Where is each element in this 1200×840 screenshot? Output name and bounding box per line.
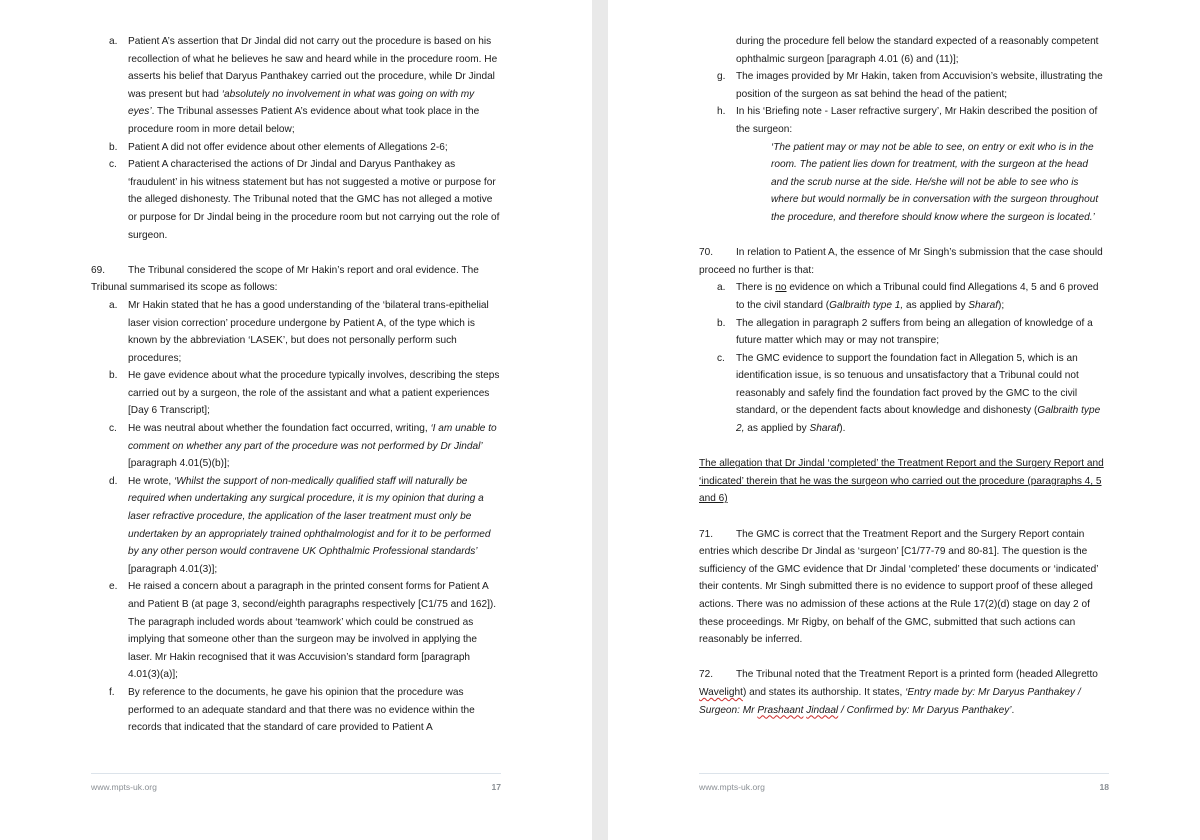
item-text: as applied by: [903, 299, 969, 311]
list-item-h: [699, 103, 1109, 138]
list-marker: e.: [109, 581, 118, 593]
footer-url: www.mpts-uk.org: [699, 782, 765, 792]
paragraph-text: .: [1011, 704, 1015, 716]
case-citation: Sharaf: [809, 423, 840, 435]
paragraph-text: ) and states its authorship. It states,: [742, 686, 906, 698]
item-text: He wrote,: [128, 475, 174, 487]
paragraph-text: The Tribunal considered the scope of Mr Hakin’s report and oral evidence. The Tribunal summarised its scope as follows:: [91, 264, 479, 294]
document-page-18: [608, 0, 1200, 840]
list-item-c: [91, 156, 501, 244]
list-item-g: [699, 68, 1109, 103]
list-item-f: [91, 684, 501, 737]
item-text: Patient A did not offer evidence about other elements of Allegations 2-6;: [128, 141, 448, 153]
list-marker: c.: [109, 423, 117, 435]
list-marker: f.: [109, 686, 115, 698]
item-text: Patient A characterised the actions of Dr Jindal and Daryus Panthakey as ‘fraudulent’ in his witness statement but has not suggested a motive or purpose for the alleged dishonesty. The Tribunal noted that the GMC has not alleged a motive or purpose for Dr Jindal being in the procedure room but not carrying out the role of surgeon.: [128, 159, 500, 241]
item-text: );: [998, 299, 1005, 311]
paragraph-71: [699, 526, 1109, 649]
item-text: Patient A’s assertion that Dr Jindal did not carry out the procedure is based on his recollection of what he believes he saw and heard while in the procedure room. He asserts his belief that Daryus Panthakey carried out the procedure, while Dr Jindal was present but had: [128, 36, 498, 100]
list-marker: c.: [109, 159, 117, 171]
case-citation: Galbraith type 2,: [736, 405, 1101, 435]
document-page-17: [0, 0, 592, 840]
item-text: He raised a concern about a paragraph in the printed consent forms for Patient A and Patient B (at page 3, second/eighth paragraphs respectively [C1/75 and 162]). The paragraph included words about ‘teamwork’ which could be construed as implying that someone other than the surgeon may be involved in applying the laser. Mr Hakin recognised that it was Accuvision’s standard form [paragraph 4.01(3)(a)];: [128, 581, 497, 681]
item-text: [paragraph 4.01(3)];: [128, 563, 218, 575]
list-item-a: [699, 279, 1109, 314]
list-marker: a.: [717, 282, 726, 294]
list-item-continuation: [699, 33, 1109, 68]
list-item-a: [91, 33, 501, 139]
item-text: The images provided by Mr Hakin, taken from Accuvision’s website, illustrating the position of the surgeon as sat behind the head of the patient;: [736, 71, 1103, 100]
spellcheck-word: Wavelight: [699, 686, 743, 698]
list-marker: b.: [109, 141, 118, 153]
page-footer: [91, 773, 501, 794]
item-text: He gave evidence about what the procedure typically involves, describing the steps carried out by a surgeon, the role of the assistant and what a patient experiences [Day 6 Transcript];: [128, 370, 500, 417]
list-marker: c.: [717, 352, 725, 364]
item-text: as applied by: [744, 423, 810, 435]
paragraph-text: The Tribunal noted that the Treatment Report is a printed form (headed Allegretto: [736, 669, 1098, 681]
list-marker: h.: [717, 106, 726, 118]
item-text: The GMC evidence to support the foundation fact in Allegation 5, which is an identification issue, is so tenuous and unsatisfactory that a Tribunal could not reasonably and safely find the foundation fact proved by the GMC to the civil standard, or the dependent facts about knowledge and dishonesty (: [736, 352, 1079, 417]
item-text: In his ‘Briefing note - Laser refractive surgery’, Mr Hakin described the position of the surgeon:: [736, 106, 1098, 135]
item-text: There is: [736, 282, 776, 294]
quoted-entry: / Confirmed by: Mr Daryus Panthakey’: [838, 704, 1012, 716]
paragraph-text: In relation to Patient A, the essence of Mr Singh’s submission that the case should proceed no further is that:: [699, 247, 1103, 276]
paragraph-number: 72.: [699, 669, 714, 681]
page-footer: [699, 773, 1109, 794]
quoted-entry: ‘Entry made by: Mr Daryus Panthakey / Surgeon: Mr: [699, 686, 1081, 716]
page-number: 17: [491, 782, 501, 792]
list-item-c: [699, 350, 1109, 438]
item-text: He was neutral about whether the foundation fact occurred, writing,: [128, 423, 431, 435]
list-item-b: [699, 315, 1109, 350]
item-text: during the procedure fell below the standard expected of a reasonably competent ophthalmic surgeon [paragraph 4.01 (6) and (11)];: [736, 36, 1099, 65]
item-text: By reference to the documents, he gave his opinion that the procedure was performed to an adequate standard and that there was no evidence within the records that indicated that the standard of care provided to Patient A: [128, 686, 475, 734]
item-quote: ‘I am unable to comment on whether any part of the procedure was not performed by Dr Jindal’: [128, 423, 497, 452]
item-text: Mr Hakin stated that he has a good understanding of the ‘bilateral trans-epithelial laser vision correction’ procedure undergone by Patient A, of the type which is known by the abbreviation ‘LASEK’, but does not personally perform such procedures;: [128, 299, 489, 364]
underlined-word: no: [775, 282, 787, 294]
paragraph-number: 70.: [699, 247, 714, 259]
footer-url: www.mpts-uk.org: [91, 782, 157, 792]
paragraph-70: [699, 244, 1109, 279]
list-marker: a.: [109, 299, 118, 311]
list-marker: d.: [109, 475, 118, 487]
page-17-body: [91, 33, 501, 737]
paragraph-72: [699, 666, 1109, 719]
list-item-e: [91, 578, 501, 684]
page-number: 18: [1099, 782, 1109, 792]
case-citation: Galbraith type 1,: [829, 299, 904, 311]
list-item-d: [91, 473, 501, 579]
paragraph-69: [91, 262, 501, 297]
list-item-c: [91, 420, 501, 473]
list-marker: b.: [717, 317, 726, 329]
item-text: [paragraph 4.01(5)(b)];: [128, 458, 230, 470]
list-marker: a.: [109, 36, 118, 47]
spellcheck-word: Prashaant: [757, 704, 804, 716]
item-text: The allegation in paragraph 2 suffers from being an allegation of knowledge of a future matter which may or may not transpire;: [736, 317, 1093, 347]
item-text: . The Tribunal assesses Patient A’s evidence about what took place in the procedure room in more detail below;: [128, 106, 480, 135]
case-citation: Sharaf: [968, 299, 999, 311]
item-text: evidence on which a Tribunal could find Allegations 4, 5 and 6 proved to the civil standard (: [736, 282, 1099, 311]
item-text: ).: [839, 423, 846, 435]
list-item-b: [91, 367, 501, 420]
block-quote: ‘The patient may or may not be able to see, on entry or exit who is in the room. The patient lies down for treatment, with the surgeon at the head and the scrub nurse at the side. He/she will not be able to see who is where but would normally be in conversation with the surgeon throughout the procedure, and therefore should know where the surgeon is located.’: [771, 141, 1099, 223]
paragraph-number: 71.: [699, 528, 714, 540]
list-item-a: [91, 297, 501, 367]
spellcheck-word: Jindaal: [806, 704, 839, 716]
item-quote: ‘absolutely no involvement in what was going on with my eyes’: [128, 88, 475, 118]
list-marker: g.: [717, 71, 726, 83]
paragraph-number: 69.: [91, 264, 106, 276]
page-18-body: [699, 33, 1109, 719]
list-marker: b.: [109, 370, 118, 382]
item-quote: ‘Whilst the support of non-medically qualified staff will naturally be required when undertaking any surgical procedure, it is my opinion that during a laser refractive procedure, the application of the laser treatment must only be undertaken by an appropriately trained ophthalmologist and for it to be performed by any other person would contravene UK Ophthalmic Professional standards’: [128, 475, 491, 558]
section-heading: The allegation that Dr Jindal ‘completed’ the Treatment Report and the Surgery Report and ‘indicated’ therein that he was the surgeon who carried out the procedure (paragraphs 4, 5 and 6): [699, 458, 1104, 505]
paragraph-text: The GMC is correct that the Treatment Report and the Surgery Report contain entries which describe Dr Jindal as ‘surgeon’ [C1/77-79 and 80-81]. The question is the sufficiency of the GMC evidence that Dr Jindal ‘completed’ these documents or ‘indicated’ their contents. Mr Singh submitted there is no evidence to support proof of these alleged actions. There was no admission of these actions at the Rule 17(2)(d) stage on day 2 of these proceedings. Mr Rigby, on behalf of the GMC, submitted that such actions can reasonably be inferred.: [699, 528, 1099, 646]
list-item-b: [91, 139, 501, 157]
